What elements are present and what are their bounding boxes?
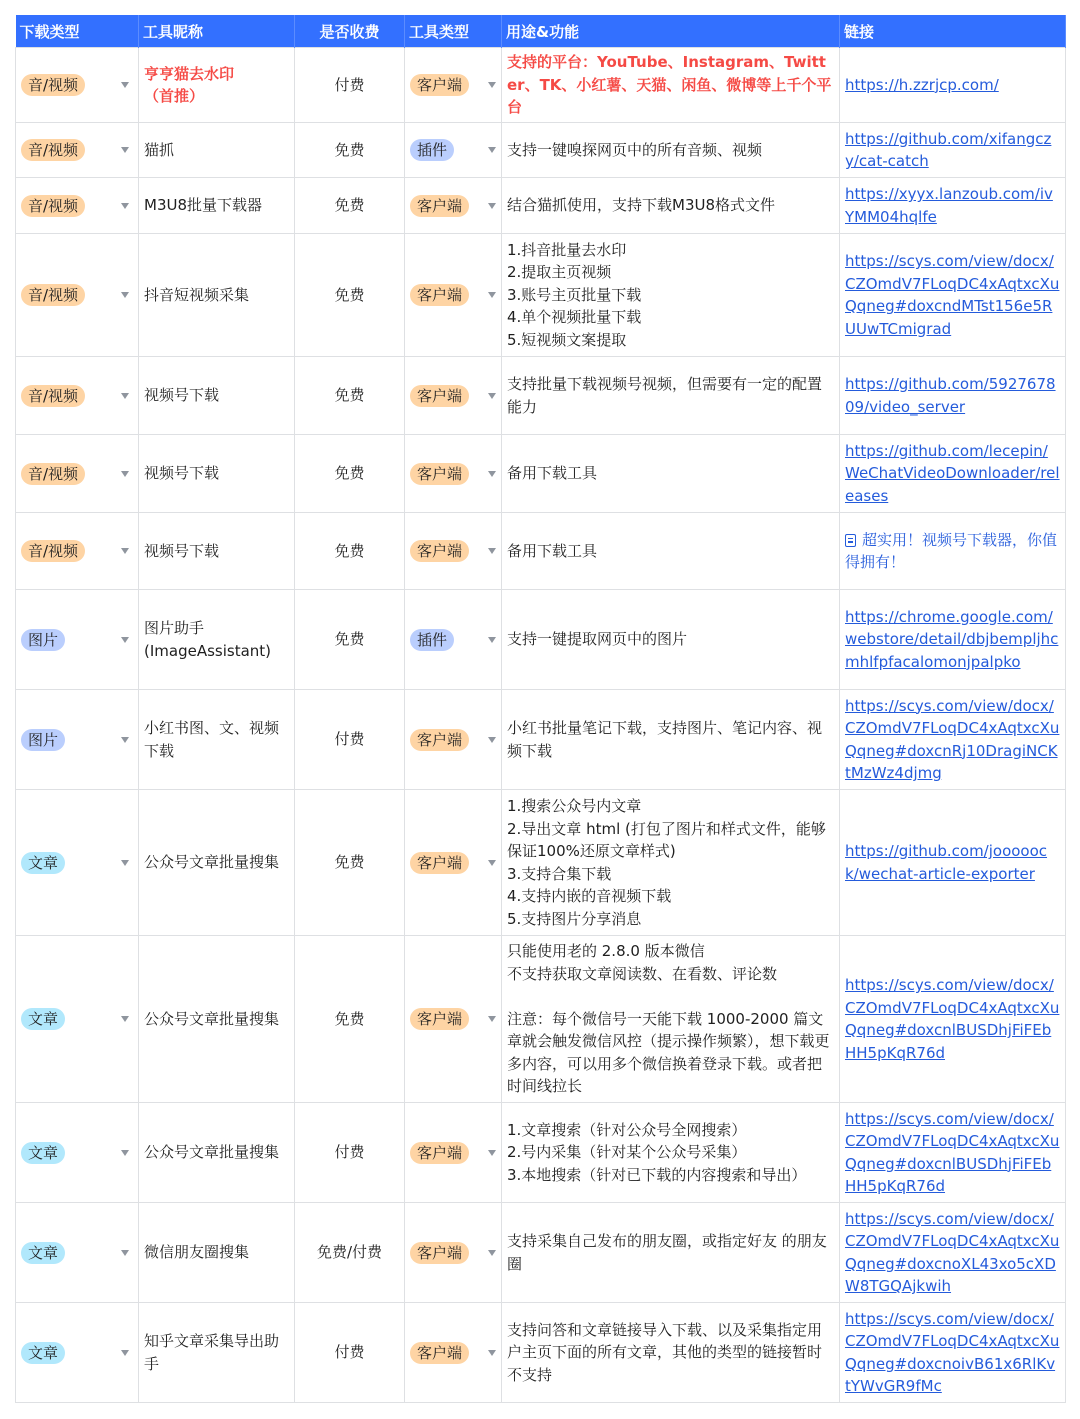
tool-type-tag: 客户端 <box>410 1142 469 1164</box>
tool-name: 微信朋友圈搜集 <box>144 1243 250 1262</box>
cell-link[interactable] <box>840 178 1066 234</box>
chevron-down-icon[interactable] <box>488 548 496 554</box>
chevron-down-icon[interactable] <box>488 1250 496 1256</box>
fee-text: 付费 <box>334 730 365 749</box>
cell-tool-type[interactable] <box>405 936 502 1103</box>
url-link[interactable]: https://scys.com/view/docx/CZOmdV7FLoqDC4xAqtxcXuQqneg#doxcnlBUSDhjFiFEbHH5pKqR76d <box>845 1109 1060 1195</box>
url-link[interactable]: https://github.com/lecepin/WeChatVideoDownloader/releases <box>845 441 1060 505</box>
cell-fee[interactable] <box>295 357 405 435</box>
usage-text: 1.文章搜索（针对公众号全网搜索） 2.号内采集（针对某个公众号采集） 3.本地搜索（针对已下载的内容搜索和导出） <box>507 1120 807 1184</box>
cell-link[interactable] <box>840 48 1066 123</box>
category-tag: 音/视频 <box>21 385 85 407</box>
category-tag: 音/视频 <box>21 195 85 217</box>
cell-category[interactable] <box>16 790 139 936</box>
usage-text: 支持批量下载视频号视频，但需要有一定的配置能力 <box>507 375 823 416</box>
tool-type-select[interactable] <box>410 195 496 217</box>
cell-category[interactable] <box>16 690 139 790</box>
cell-tool-type[interactable] <box>405 48 502 123</box>
tool-type-select[interactable] <box>410 1008 496 1030</box>
cell-category[interactable] <box>16 936 139 1103</box>
tool-name: M3U8批量下载器 <box>144 196 263 215</box>
usage-text: 只能使用老的 2.8.0 版本微信 不支持获取文章阅读数、在看数、评论数 注意：每个微信号一天能下载 1000-2000 篇文章就会触发微信风控（提示操作频繁），想下载更多内容，可以用多个微信换着登录下载。或者把时间线拉长 <box>507 942 830 1096</box>
tool-type-tag: 客户端 <box>410 463 469 485</box>
table-row <box>16 790 1066 936</box>
chevron-down-icon[interactable] <box>488 1150 496 1156</box>
cell-tool-name[interactable] <box>139 123 295 178</box>
header-cell-usage[interactable]: 用途&功能 <box>502 15 840 48</box>
tool-name: 亨亨猫去水印 （首推） <box>144 64 235 105</box>
url-link[interactable]: https://chrome.google.com/webstore/detail/dbjbempljhcmhlfpfacalomonjpalpko <box>845 607 1059 671</box>
cell-usage[interactable] <box>502 513 840 590</box>
cell-category[interactable] <box>16 435 139 513</box>
usage-text: 小红书批量笔记下载，支持图片、笔记内容、视频下载 <box>507 719 823 760</box>
chevron-down-icon[interactable] <box>488 860 496 866</box>
cell-fee[interactable] <box>295 123 405 178</box>
cell-usage[interactable] <box>502 1103 840 1203</box>
header-cell-link[interactable]: 链接 <box>840 15 1066 48</box>
cell-link[interactable] <box>840 936 1066 1103</box>
chevron-down-icon[interactable] <box>121 860 129 866</box>
usage-text: 结合猫抓使用，支持下载M3U8格式文件 <box>507 196 776 215</box>
chevron-down-icon[interactable] <box>488 393 496 399</box>
cell-link[interactable] <box>840 435 1066 513</box>
usage-text: 支持一键嗅探网页中的所有音频、视频 <box>507 140 763 159</box>
cell-category[interactable] <box>16 1103 139 1203</box>
tool-name: 公众号文章批量搜集 <box>144 1143 280 1162</box>
chevron-down-icon[interactable] <box>121 82 129 88</box>
tool-name: 视频号下载 <box>144 541 220 560</box>
cell-usage[interactable] <box>502 123 840 178</box>
category-tag: 文章 <box>21 852 65 874</box>
category-tag: 音/视频 <box>21 284 85 306</box>
tool-type-tag: 客户端 <box>410 74 469 96</box>
cell-usage[interactable] <box>502 690 840 790</box>
fee-text: 免费 <box>334 464 365 483</box>
tool-type-tag: 插件 <box>410 139 454 161</box>
table-row <box>16 435 1066 513</box>
document-icon <box>845 534 856 547</box>
cell-tool-type[interactable] <box>405 1303 502 1403</box>
cell-tool-name[interactable] <box>139 790 295 936</box>
cell-usage[interactable] <box>502 1303 840 1403</box>
category-select[interactable] <box>21 1142 133 1164</box>
usage-text: 支持采集自己发布的朋友圈，或指定好友 的朋友圈 <box>507 1232 827 1273</box>
category-tag: 文章 <box>21 1142 65 1164</box>
tool-type-select[interactable] <box>410 1242 496 1264</box>
chevron-down-icon[interactable] <box>488 471 496 477</box>
usage-text: 支持的平台：YouTube、Instagram、Twitter、TK、小红薯、天猫、闲鱼、微博等上千个平台 <box>507 53 832 117</box>
tool-type-select[interactable] <box>410 629 496 651</box>
cell-fee[interactable] <box>295 435 405 513</box>
cell-tool-type[interactable] <box>405 435 502 513</box>
cell-tool-type[interactable] <box>405 790 502 936</box>
tool-type-tag: 插件 <box>410 629 454 651</box>
table-row <box>16 48 1066 123</box>
tool-name: 抖音短视频采集 <box>144 285 250 304</box>
cell-usage[interactable] <box>502 435 840 513</box>
cell-fee[interactable] <box>295 690 405 790</box>
tool-type-select[interactable] <box>410 1142 496 1164</box>
tool-type-tag: 客户端 <box>410 284 469 306</box>
header-cell-name[interactable]: 工具昵称 <box>139 15 295 48</box>
cell-tool-type[interactable] <box>405 178 502 234</box>
cell-usage[interactable] <box>502 936 840 1103</box>
header-row <box>16 15 1066 48</box>
chevron-down-icon[interactable] <box>488 1350 496 1356</box>
cell-usage[interactable] <box>502 234 840 357</box>
cell-tool-name[interactable] <box>139 1203 295 1303</box>
cell-tool-type[interactable] <box>405 513 502 590</box>
tool-type-tag: 客户端 <box>410 852 469 874</box>
chevron-down-icon[interactable] <box>488 82 496 88</box>
cell-usage[interactable] <box>502 1203 840 1303</box>
cell-category[interactable] <box>16 1303 139 1403</box>
fee-text: 免费 <box>334 285 365 304</box>
table-row <box>16 1303 1066 1403</box>
cell-fee[interactable] <box>295 178 405 234</box>
cell-tool-name[interactable] <box>139 1103 295 1203</box>
fee-text: 付费 <box>334 1343 365 1362</box>
category-select[interactable] <box>21 1342 133 1364</box>
cell-tool-name[interactable] <box>139 513 295 590</box>
cell-tool-type[interactable] <box>405 234 502 357</box>
fee-text: 免费/付费 <box>316 1243 383 1262</box>
cell-category[interactable] <box>16 1203 139 1303</box>
category-tag: 文章 <box>21 1008 65 1030</box>
tool-name: 视频号下载 <box>144 464 220 483</box>
cell-tool-name[interactable] <box>139 357 295 435</box>
category-select[interactable] <box>21 1008 133 1030</box>
fee-text: 免费 <box>334 140 365 159</box>
chevron-down-icon[interactable] <box>121 548 129 554</box>
url-link[interactable]: https://h.zzrjcp.com/ <box>845 75 999 94</box>
cell-usage[interactable] <box>502 590 840 690</box>
tool-type-select[interactable] <box>410 729 496 751</box>
cell-fee[interactable] <box>295 1103 405 1203</box>
tool-name: 知乎文章采集导出助手 <box>144 1332 280 1373</box>
usage-text: 支持一键提取网页中的图片 <box>507 630 688 649</box>
tool-name: 猫抓 <box>144 140 175 159</box>
tool-type-tag: 客户端 <box>410 540 469 562</box>
cell-link[interactable] <box>840 1103 1066 1203</box>
doc-link-text: 超实用！视频号下载器，你值得拥有！ <box>845 530 1058 571</box>
cell-fee[interactable] <box>295 590 405 690</box>
cell-tool-name[interactable] <box>139 234 295 357</box>
table-row <box>16 1103 1066 1203</box>
cell-tool-name[interactable] <box>139 178 295 234</box>
tools-table <box>15 15 1066 1403</box>
cell-usage[interactable] <box>502 48 840 123</box>
cell-link[interactable] <box>840 790 1066 936</box>
tool-name: 小红书图、文、视频下载 <box>144 719 280 760</box>
usage-text: 备用下载工具 <box>507 541 598 560</box>
cell-tool-name[interactable] <box>139 690 295 790</box>
chevron-down-icon[interactable] <box>121 203 129 209</box>
cell-link[interactable] <box>840 1303 1066 1403</box>
category-tag: 图片 <box>21 629 65 651</box>
tool-type-select[interactable] <box>410 1342 496 1364</box>
cell-fee[interactable] <box>295 513 405 590</box>
tool-type-select[interactable] <box>410 139 496 161</box>
cell-tool-type[interactable] <box>405 1203 502 1303</box>
cell-link[interactable] <box>840 123 1066 178</box>
url-link[interactable]: https://scys.com/view/docx/CZOmdV7FLoqDC4xAqtxcXuQqneg#doxcnoivB61x6RlKvtYWvGR9fMc <box>845 1309 1060 1395</box>
cell-tool-type[interactable] <box>405 690 502 790</box>
chevron-down-icon[interactable] <box>121 637 129 643</box>
chevron-down-icon[interactable] <box>121 737 129 743</box>
tool-name: 公众号文章批量搜集 <box>144 853 280 872</box>
cell-fee[interactable] <box>295 1203 405 1303</box>
cell-tool-name[interactable] <box>139 936 295 1103</box>
cell-tool-type[interactable] <box>405 123 502 178</box>
cell-link[interactable] <box>840 590 1066 690</box>
url-link[interactable]: https://github.com/jooooock/wechat-article-exporter <box>845 842 1048 883</box>
table-row <box>16 590 1066 690</box>
chevron-down-icon[interactable] <box>488 292 496 298</box>
category-select[interactable] <box>21 852 133 874</box>
table-row <box>16 178 1066 234</box>
fee-text: 付费 <box>334 1143 365 1162</box>
fee-text: 免费 <box>334 196 365 215</box>
cell-tool-name[interactable] <box>139 48 295 123</box>
category-select[interactable] <box>21 385 133 407</box>
tool-name: 视频号下载 <box>144 386 220 405</box>
category-select[interactable] <box>21 463 133 485</box>
category-tag: 音/视频 <box>21 463 85 485</box>
tool-type-select[interactable] <box>410 463 496 485</box>
category-select[interactable] <box>21 540 133 562</box>
cell-tool-type[interactable] <box>405 590 502 690</box>
tool-type-tag: 客户端 <box>410 385 469 407</box>
chevron-down-icon[interactable] <box>488 147 496 153</box>
url-link[interactable]: https://scys.com/view/docx/CZOmdV7FLoqDC4xAqtxcXuQqneg#doxcnlBUSDhjFiFEbHH5pKqR76d <box>845 976 1060 1062</box>
cell-link[interactable] <box>840 1203 1066 1303</box>
tool-type-tag: 客户端 <box>410 1242 469 1264</box>
cell-category[interactable] <box>16 123 139 178</box>
fee-text: 免费 <box>334 541 365 560</box>
category-tag: 音/视频 <box>21 139 85 161</box>
url-link[interactable]: https://github.com/592767809/video_server <box>845 375 1056 416</box>
cell-link[interactable] <box>840 513 1066 590</box>
table-row <box>16 936 1066 1103</box>
category-tag: 文章 <box>21 1342 65 1364</box>
cell-fee[interactable] <box>295 790 405 936</box>
fee-text: 免费 <box>334 1009 365 1028</box>
tool-type-select[interactable] <box>410 284 496 306</box>
fee-text: 免费 <box>334 630 365 649</box>
url-link[interactable]: https://scys.com/view/docx/CZOmdV7FLoqDC4xAqtxcXuQqneg#doxcnRj10DragiNCKtMzWz4djmg <box>845 696 1060 782</box>
cell-category[interactable] <box>16 513 139 590</box>
tool-type-select[interactable] <box>410 385 496 407</box>
doc-link[interactable] <box>845 531 1057 572</box>
cell-category[interactable] <box>16 48 139 123</box>
cell-fee[interactable] <box>295 1303 405 1403</box>
usage-text: 1.搜索公众号内文章 2.导出文章 html (打包了图片和样式文件，能够保证100%还原文章样式) 3.支持合集下载 4.支持内嵌的音视频下载 5.支持图片分享消息 <box>507 797 826 928</box>
header-cell-fee[interactable]: 是否收费 <box>295 15 405 48</box>
category-tag: 图片 <box>21 729 65 751</box>
cell-tool-name[interactable] <box>139 1303 295 1403</box>
cell-usage[interactable] <box>502 357 840 435</box>
table-row <box>16 513 1066 590</box>
category-tag: 文章 <box>21 1242 65 1264</box>
spreadsheet <box>15 15 1065 1403</box>
url-link[interactable]: https://scys.com/view/docx/CZOmdV7FLoqDC4xAqtxcXuQqneg#doxcnoXL43xo5cXDW8TGQAjkwih <box>845 1209 1060 1295</box>
cell-category[interactable] <box>16 590 139 690</box>
chevron-down-icon[interactable] <box>121 1016 129 1022</box>
category-select[interactable] <box>21 139 133 161</box>
cell-link[interactable] <box>840 690 1066 790</box>
cell-tool-type[interactable] <box>405 357 502 435</box>
header-cell-category[interactable]: 下载类型 <box>16 15 139 48</box>
url-link[interactable]: https://scys.com/view/docx/CZOmdV7FLoqDC4xAqtxcXuQqneg#doxcndMTst156e5RUUwTCmigrad <box>845 252 1060 338</box>
table-row <box>16 357 1066 435</box>
cell-tool-type[interactable] <box>405 1103 502 1203</box>
url-link[interactable]: https://xyyx.lanzoub.com/ivYMM04hqlfe <box>845 185 1053 226</box>
chevron-down-icon[interactable] <box>488 203 496 209</box>
table-row <box>16 1203 1066 1303</box>
chevron-down-icon[interactable] <box>121 292 129 298</box>
url-link[interactable]: https://github.com/xifangczy/cat-catch <box>845 129 1052 170</box>
usage-text: 支持问答和文章链接导入下载、以及采集指定用户主页下面的所有文章，其他的类型的链接暂时不支持 <box>507 1320 823 1384</box>
cell-fee[interactable] <box>295 48 405 123</box>
header-cell-tool-type[interactable]: 工具类型 <box>405 15 502 48</box>
tool-name: 公众号文章批量搜集 <box>144 1009 280 1028</box>
chevron-down-icon[interactable] <box>488 1016 496 1022</box>
tool-name: 图片助手 (ImageAssistant) <box>144 619 272 660</box>
chevron-down-icon[interactable] <box>121 471 129 477</box>
usage-text: 1.抖音批量去水印 2.提取主页视频 3.账号主页批量下载 4.单个视频批量下载 5.短视频文案提取 <box>507 240 642 349</box>
category-tag: 音/视频 <box>21 540 85 562</box>
cell-usage[interactable] <box>502 790 840 936</box>
cell-fee[interactable] <box>295 936 405 1103</box>
tool-type-tag: 客户端 <box>410 1342 469 1364</box>
tool-type-tag: 客户端 <box>410 1008 469 1030</box>
tool-type-select[interactable] <box>410 540 496 562</box>
chevron-down-icon[interactable] <box>121 147 129 153</box>
cell-category[interactable] <box>16 234 139 357</box>
fee-text: 付费 <box>334 75 365 94</box>
usage-text: 备用下载工具 <box>507 464 598 483</box>
category-tag: 音/视频 <box>21 74 85 96</box>
table-row <box>16 690 1066 790</box>
fee-text: 免费 <box>334 853 365 872</box>
tool-type-tag: 客户端 <box>410 195 469 217</box>
chevron-down-icon[interactable] <box>488 637 496 643</box>
chevron-down-icon[interactable] <box>121 393 129 399</box>
category-select[interactable] <box>21 629 133 651</box>
cell-category[interactable] <box>16 357 139 435</box>
table-row <box>16 234 1066 357</box>
cell-usage[interactable] <box>502 178 840 234</box>
chevron-down-icon[interactable] <box>488 737 496 743</box>
fee-text: 免费 <box>334 386 365 405</box>
tool-type-select[interactable] <box>410 74 496 96</box>
chevron-down-icon[interactable] <box>121 1150 129 1156</box>
category-select[interactable] <box>21 1242 133 1264</box>
cell-tool-name[interactable] <box>139 435 295 513</box>
table-row <box>16 123 1066 178</box>
category-select[interactable] <box>21 284 133 306</box>
cell-fee[interactable] <box>295 234 405 357</box>
tool-type-select[interactable] <box>410 852 496 874</box>
category-select[interactable] <box>21 195 133 217</box>
chevron-down-icon[interactable] <box>121 1250 129 1256</box>
cell-category[interactable] <box>16 178 139 234</box>
cell-link[interactable] <box>840 234 1066 357</box>
category-select[interactable] <box>21 74 133 96</box>
tool-type-tag: 客户端 <box>410 729 469 751</box>
cell-link[interactable] <box>840 357 1066 435</box>
category-select[interactable] <box>21 729 133 751</box>
chevron-down-icon[interactable] <box>121 1350 129 1356</box>
cell-tool-name[interactable] <box>139 590 295 690</box>
